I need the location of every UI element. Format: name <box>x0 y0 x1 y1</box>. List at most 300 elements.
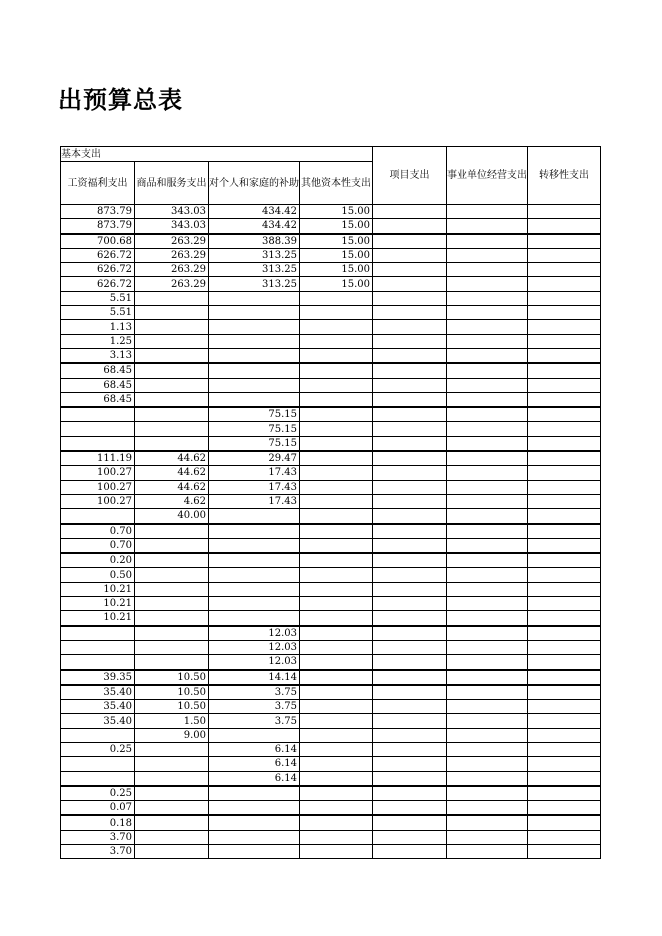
table-cell <box>447 582 528 596</box>
table-cell <box>447 248 528 262</box>
table-cell <box>528 306 601 320</box>
table-cell: 0.07 <box>61 801 135 816</box>
table-cell <box>528 611 601 626</box>
table-cell <box>373 422 447 436</box>
table-cell <box>209 786 300 801</box>
table-cell <box>135 422 209 436</box>
table-cell <box>135 436 209 451</box>
table-cell <box>447 830 528 844</box>
table-cell <box>447 407 528 422</box>
table-cell <box>447 263 528 277</box>
table-cell <box>528 845 601 859</box>
table-cell: 873.79 <box>61 205 135 219</box>
table-cell: 6.14 <box>209 771 300 786</box>
table-cell <box>209 538 300 553</box>
table-row <box>61 640 601 654</box>
table-row <box>61 392 601 407</box>
table-cell: 100.27 <box>61 480 135 494</box>
table-row <box>61 494 601 508</box>
table-row <box>61 742 601 756</box>
table-cell <box>447 234 528 249</box>
table-cell: 873.79 <box>61 219 135 234</box>
table-row <box>61 363 601 378</box>
table-cell <box>447 392 528 407</box>
table-cell: 434.42 <box>209 205 300 219</box>
table-cell: 3.75 <box>209 714 300 728</box>
table-cell: 3.75 <box>209 700 300 714</box>
table-cell <box>373 714 447 728</box>
budget-table <box>60 146 601 859</box>
table-cell: 4.62 <box>135 494 209 508</box>
table-cell <box>300 320 373 334</box>
table-cell: 0.70 <box>61 538 135 553</box>
table-row <box>61 786 601 801</box>
table-cell: 626.72 <box>61 248 135 262</box>
table-row <box>61 263 601 277</box>
table-cell <box>447 815 528 830</box>
table-cell <box>528 378 601 392</box>
table-cell <box>135 845 209 859</box>
table-cell <box>373 757 447 771</box>
table-cell <box>373 248 447 262</box>
table-row <box>61 205 601 219</box>
table-cell <box>528 670 601 685</box>
table-cell <box>135 597 209 611</box>
table-cell <box>528 771 601 786</box>
table-cell: 10.21 <box>61 582 135 596</box>
table-cell <box>528 363 601 378</box>
table-cell: 75.15 <box>209 422 300 436</box>
table-cell <box>528 348 601 363</box>
table-cell <box>135 538 209 553</box>
header-business-expenditure: 事业单位经营支出 <box>447 147 528 205</box>
table-cell: 5.51 <box>61 306 135 320</box>
table-cell <box>528 757 601 771</box>
table-cell: 35.40 <box>61 714 135 728</box>
table-cell <box>447 494 528 508</box>
table-cell <box>528 568 601 582</box>
table-row <box>61 611 601 626</box>
table-row <box>61 801 601 816</box>
table-cell <box>373 801 447 816</box>
table-row <box>61 670 601 685</box>
table-cell <box>209 334 300 348</box>
table-cell <box>447 219 528 234</box>
table-cell <box>135 524 209 539</box>
table-cell <box>300 348 373 363</box>
table-cell <box>528 451 601 466</box>
table-cell <box>528 320 601 334</box>
table-body <box>61 205 601 859</box>
table-cell <box>373 509 447 524</box>
table-cell <box>209 553 300 568</box>
table-cell <box>209 509 300 524</box>
table-cell <box>447 728 528 742</box>
table-cell <box>373 291 447 305</box>
table-cell <box>61 757 135 771</box>
table-cell: 17.43 <box>209 466 300 480</box>
table-cell <box>61 640 135 654</box>
table-cell: 313.25 <box>209 277 300 291</box>
header-project-expenditure: 项目支出 <box>373 147 447 205</box>
table-cell <box>61 626 135 641</box>
table-cell <box>528 728 601 742</box>
table-cell <box>447 626 528 641</box>
table-cell <box>373 205 447 219</box>
table-cell <box>528 582 601 596</box>
table-cell: 1.13 <box>61 320 135 334</box>
table-cell <box>300 815 373 830</box>
table-cell <box>528 205 601 219</box>
table-row <box>61 320 601 334</box>
table-cell <box>447 436 528 451</box>
table-cell <box>373 348 447 363</box>
table-cell <box>209 392 300 407</box>
table-cell <box>135 830 209 844</box>
table-cell: 68.45 <box>61 392 135 407</box>
table-cell <box>373 363 447 378</box>
table-cell <box>300 524 373 539</box>
table-cell <box>300 306 373 320</box>
table-cell <box>135 363 209 378</box>
table-cell <box>300 845 373 859</box>
table-cell <box>447 451 528 466</box>
table-cell <box>373 611 447 626</box>
table-cell <box>447 306 528 320</box>
header-personal-subsidy: 对个人和家庭的补助 <box>209 162 300 205</box>
table-cell: 0.18 <box>61 815 135 830</box>
table-cell <box>447 277 528 291</box>
table-cell <box>300 451 373 466</box>
header-basic-expenditure: 基本支出 <box>61 147 373 162</box>
table-cell <box>447 363 528 378</box>
table-cell <box>528 742 601 756</box>
table-cell: 263.29 <box>135 234 209 249</box>
table-cell: 15.00 <box>300 219 373 234</box>
table-cell <box>300 626 373 641</box>
table-cell <box>209 568 300 582</box>
table-row <box>61 845 601 859</box>
table-cell <box>447 568 528 582</box>
table-cell <box>447 205 528 219</box>
table-cell <box>528 509 601 524</box>
table-cell <box>528 626 601 641</box>
table-cell <box>373 685 447 700</box>
table-cell: 9.00 <box>135 728 209 742</box>
table-cell <box>528 234 601 249</box>
table-cell: 10.21 <box>61 597 135 611</box>
table-row <box>61 830 601 844</box>
table-cell <box>373 524 447 539</box>
table-cell <box>135 582 209 596</box>
table-cell <box>373 640 447 654</box>
table-cell <box>447 524 528 539</box>
table-cell <box>373 626 447 641</box>
table-cell <box>61 509 135 524</box>
table-cell <box>135 786 209 801</box>
table-cell <box>135 378 209 392</box>
table-cell <box>528 248 601 262</box>
table-cell <box>61 422 135 436</box>
table-row <box>61 728 601 742</box>
table-cell: 12.03 <box>209 626 300 641</box>
table-cell <box>528 291 601 305</box>
table-cell <box>447 771 528 786</box>
table-row <box>61 685 601 700</box>
table-cell <box>447 348 528 363</box>
table-row <box>61 524 601 539</box>
table-cell <box>300 786 373 801</box>
table-cell: 15.00 <box>300 248 373 262</box>
table-cell <box>373 378 447 392</box>
header-other-capital: 其他资本性支出 <box>300 162 373 205</box>
table-cell <box>135 392 209 407</box>
table-row <box>61 277 601 291</box>
table-cell <box>528 494 601 508</box>
table-cell <box>300 670 373 685</box>
table-cell <box>300 685 373 700</box>
table-cell <box>528 597 601 611</box>
table-cell <box>528 685 601 700</box>
table-cell <box>447 742 528 756</box>
table-row <box>61 655 601 670</box>
table-cell <box>373 392 447 407</box>
table-cell: 10.50 <box>135 670 209 685</box>
table-cell <box>373 277 447 291</box>
table-cell <box>300 480 373 494</box>
table-row <box>61 306 601 320</box>
table-row <box>61 407 601 422</box>
table-cell <box>373 655 447 670</box>
table-cell <box>61 436 135 451</box>
table-cell: 39.35 <box>61 670 135 685</box>
table-cell <box>528 334 601 348</box>
table-cell <box>447 320 528 334</box>
table-cell <box>528 219 601 234</box>
table-cell <box>135 626 209 641</box>
table-cell: 263.29 <box>135 277 209 291</box>
table-cell <box>373 582 447 596</box>
table-row <box>61 714 601 728</box>
table-cell: 100.27 <box>61 494 135 508</box>
table-cell: 3.70 <box>61 845 135 859</box>
table-cell <box>373 538 447 553</box>
table-cell: 6.14 <box>209 757 300 771</box>
table-cell <box>528 538 601 553</box>
table-cell <box>447 553 528 568</box>
table-cell <box>447 757 528 771</box>
table-cell <box>373 436 447 451</box>
table-row <box>61 451 601 466</box>
header-goods-services: 商品和服务支出 <box>135 162 209 205</box>
table-cell: 68.45 <box>61 378 135 392</box>
table-cell <box>528 480 601 494</box>
table-cell <box>373 320 447 334</box>
table-cell <box>135 306 209 320</box>
table-cell <box>135 348 209 363</box>
table-cell <box>373 728 447 742</box>
table-cell <box>528 714 601 728</box>
table-cell <box>209 363 300 378</box>
table-cell <box>300 801 373 816</box>
table-cell: 10.21 <box>61 611 135 626</box>
table-cell: 40.00 <box>135 509 209 524</box>
table-cell <box>447 786 528 801</box>
table-cell <box>447 291 528 305</box>
table-cell <box>300 334 373 348</box>
table-cell <box>373 219 447 234</box>
table-cell <box>447 845 528 859</box>
table-cell <box>373 597 447 611</box>
table-cell <box>135 611 209 626</box>
table-cell: 68.45 <box>61 363 135 378</box>
table-cell <box>135 568 209 582</box>
table-cell <box>528 801 601 816</box>
table-cell: 3.75 <box>209 685 300 700</box>
table-cell <box>447 611 528 626</box>
table-cell <box>300 714 373 728</box>
table-cell <box>209 597 300 611</box>
table-cell <box>528 263 601 277</box>
table-cell <box>528 553 601 568</box>
table-cell <box>135 742 209 756</box>
table-row <box>61 509 601 524</box>
table-cell: 15.00 <box>300 277 373 291</box>
table-cell <box>528 277 601 291</box>
table-cell <box>528 436 601 451</box>
table-row <box>61 378 601 392</box>
table-cell <box>209 611 300 626</box>
table-cell <box>135 771 209 786</box>
table-row <box>61 757 601 771</box>
table-row <box>61 700 601 714</box>
table-row <box>61 626 601 641</box>
table-cell: 434.42 <box>209 219 300 234</box>
table-cell <box>300 422 373 436</box>
table-cell: 0.25 <box>61 742 135 756</box>
table-cell <box>300 363 373 378</box>
table-cell: 10.50 <box>135 685 209 700</box>
table-cell <box>209 728 300 742</box>
table-cell <box>61 407 135 422</box>
table-row <box>61 466 601 480</box>
table-cell <box>447 685 528 700</box>
table-cell: 111.19 <box>61 451 135 466</box>
table-cell: 3.70 <box>61 830 135 844</box>
table-row <box>61 538 601 553</box>
table-cell: 44.62 <box>135 466 209 480</box>
table-cell: 12.03 <box>209 655 300 670</box>
table-cell <box>300 830 373 844</box>
table-cell <box>447 538 528 553</box>
table-cell <box>209 845 300 859</box>
table-cell <box>447 334 528 348</box>
table-cell: 15.00 <box>300 205 373 219</box>
table-cell: 14.14 <box>209 670 300 685</box>
table-cell <box>300 700 373 714</box>
table-cell <box>300 757 373 771</box>
table-cell <box>447 422 528 436</box>
table-cell <box>300 655 373 670</box>
table-cell <box>300 597 373 611</box>
table-cell <box>300 436 373 451</box>
table-cell <box>209 291 300 305</box>
table-cell <box>61 728 135 742</box>
table-cell <box>300 509 373 524</box>
table-cell: 44.62 <box>135 451 209 466</box>
header-salary-welfare: 工资福利支出 <box>61 162 135 205</box>
header-transfer-expenditure: 转移性支出 <box>528 147 601 205</box>
table-cell <box>373 568 447 582</box>
table-row <box>61 422 601 436</box>
table-cell <box>61 771 135 786</box>
table-cell: 75.15 <box>209 436 300 451</box>
table-row <box>61 597 601 611</box>
table-cell <box>447 655 528 670</box>
table-cell <box>447 640 528 654</box>
table-cell <box>135 407 209 422</box>
table-cell <box>373 845 447 859</box>
table-cell <box>300 553 373 568</box>
table-cell: 313.25 <box>209 263 300 277</box>
table-cell <box>61 655 135 670</box>
table-row <box>61 436 601 451</box>
table-cell <box>528 786 601 801</box>
table-cell: 17.43 <box>209 480 300 494</box>
table-cell <box>447 378 528 392</box>
table-cell <box>373 771 447 786</box>
table-cell <box>373 786 447 801</box>
table-cell: 343.03 <box>135 205 209 219</box>
table-cell <box>135 757 209 771</box>
table-cell <box>528 700 601 714</box>
table-cell: 5.51 <box>61 291 135 305</box>
table-row <box>61 334 601 348</box>
table-cell <box>209 815 300 830</box>
table-cell <box>373 553 447 568</box>
table-cell: 15.00 <box>300 234 373 249</box>
table-cell <box>528 466 601 480</box>
table-row <box>61 480 601 494</box>
table-cell <box>135 334 209 348</box>
table-row <box>61 291 601 305</box>
table-row <box>61 219 601 234</box>
table-cell <box>300 728 373 742</box>
table-cell <box>447 480 528 494</box>
table-cell <box>373 466 447 480</box>
table-cell <box>447 801 528 816</box>
table-cell <box>373 815 447 830</box>
table-cell <box>209 348 300 363</box>
table-cell: 0.50 <box>61 568 135 582</box>
table-cell <box>373 670 447 685</box>
table-cell: 0.20 <box>61 553 135 568</box>
table-cell <box>373 263 447 277</box>
table-cell <box>300 538 373 553</box>
table-cell <box>135 291 209 305</box>
table-cell <box>135 801 209 816</box>
table-cell <box>300 582 373 596</box>
table-cell <box>373 700 447 714</box>
table-row <box>61 348 601 363</box>
table-cell: 626.72 <box>61 263 135 277</box>
table-row <box>61 582 601 596</box>
table-cell <box>373 234 447 249</box>
table-cell: 100.27 <box>61 466 135 480</box>
table-cell <box>300 291 373 305</box>
table-cell <box>373 494 447 508</box>
table-cell <box>528 407 601 422</box>
